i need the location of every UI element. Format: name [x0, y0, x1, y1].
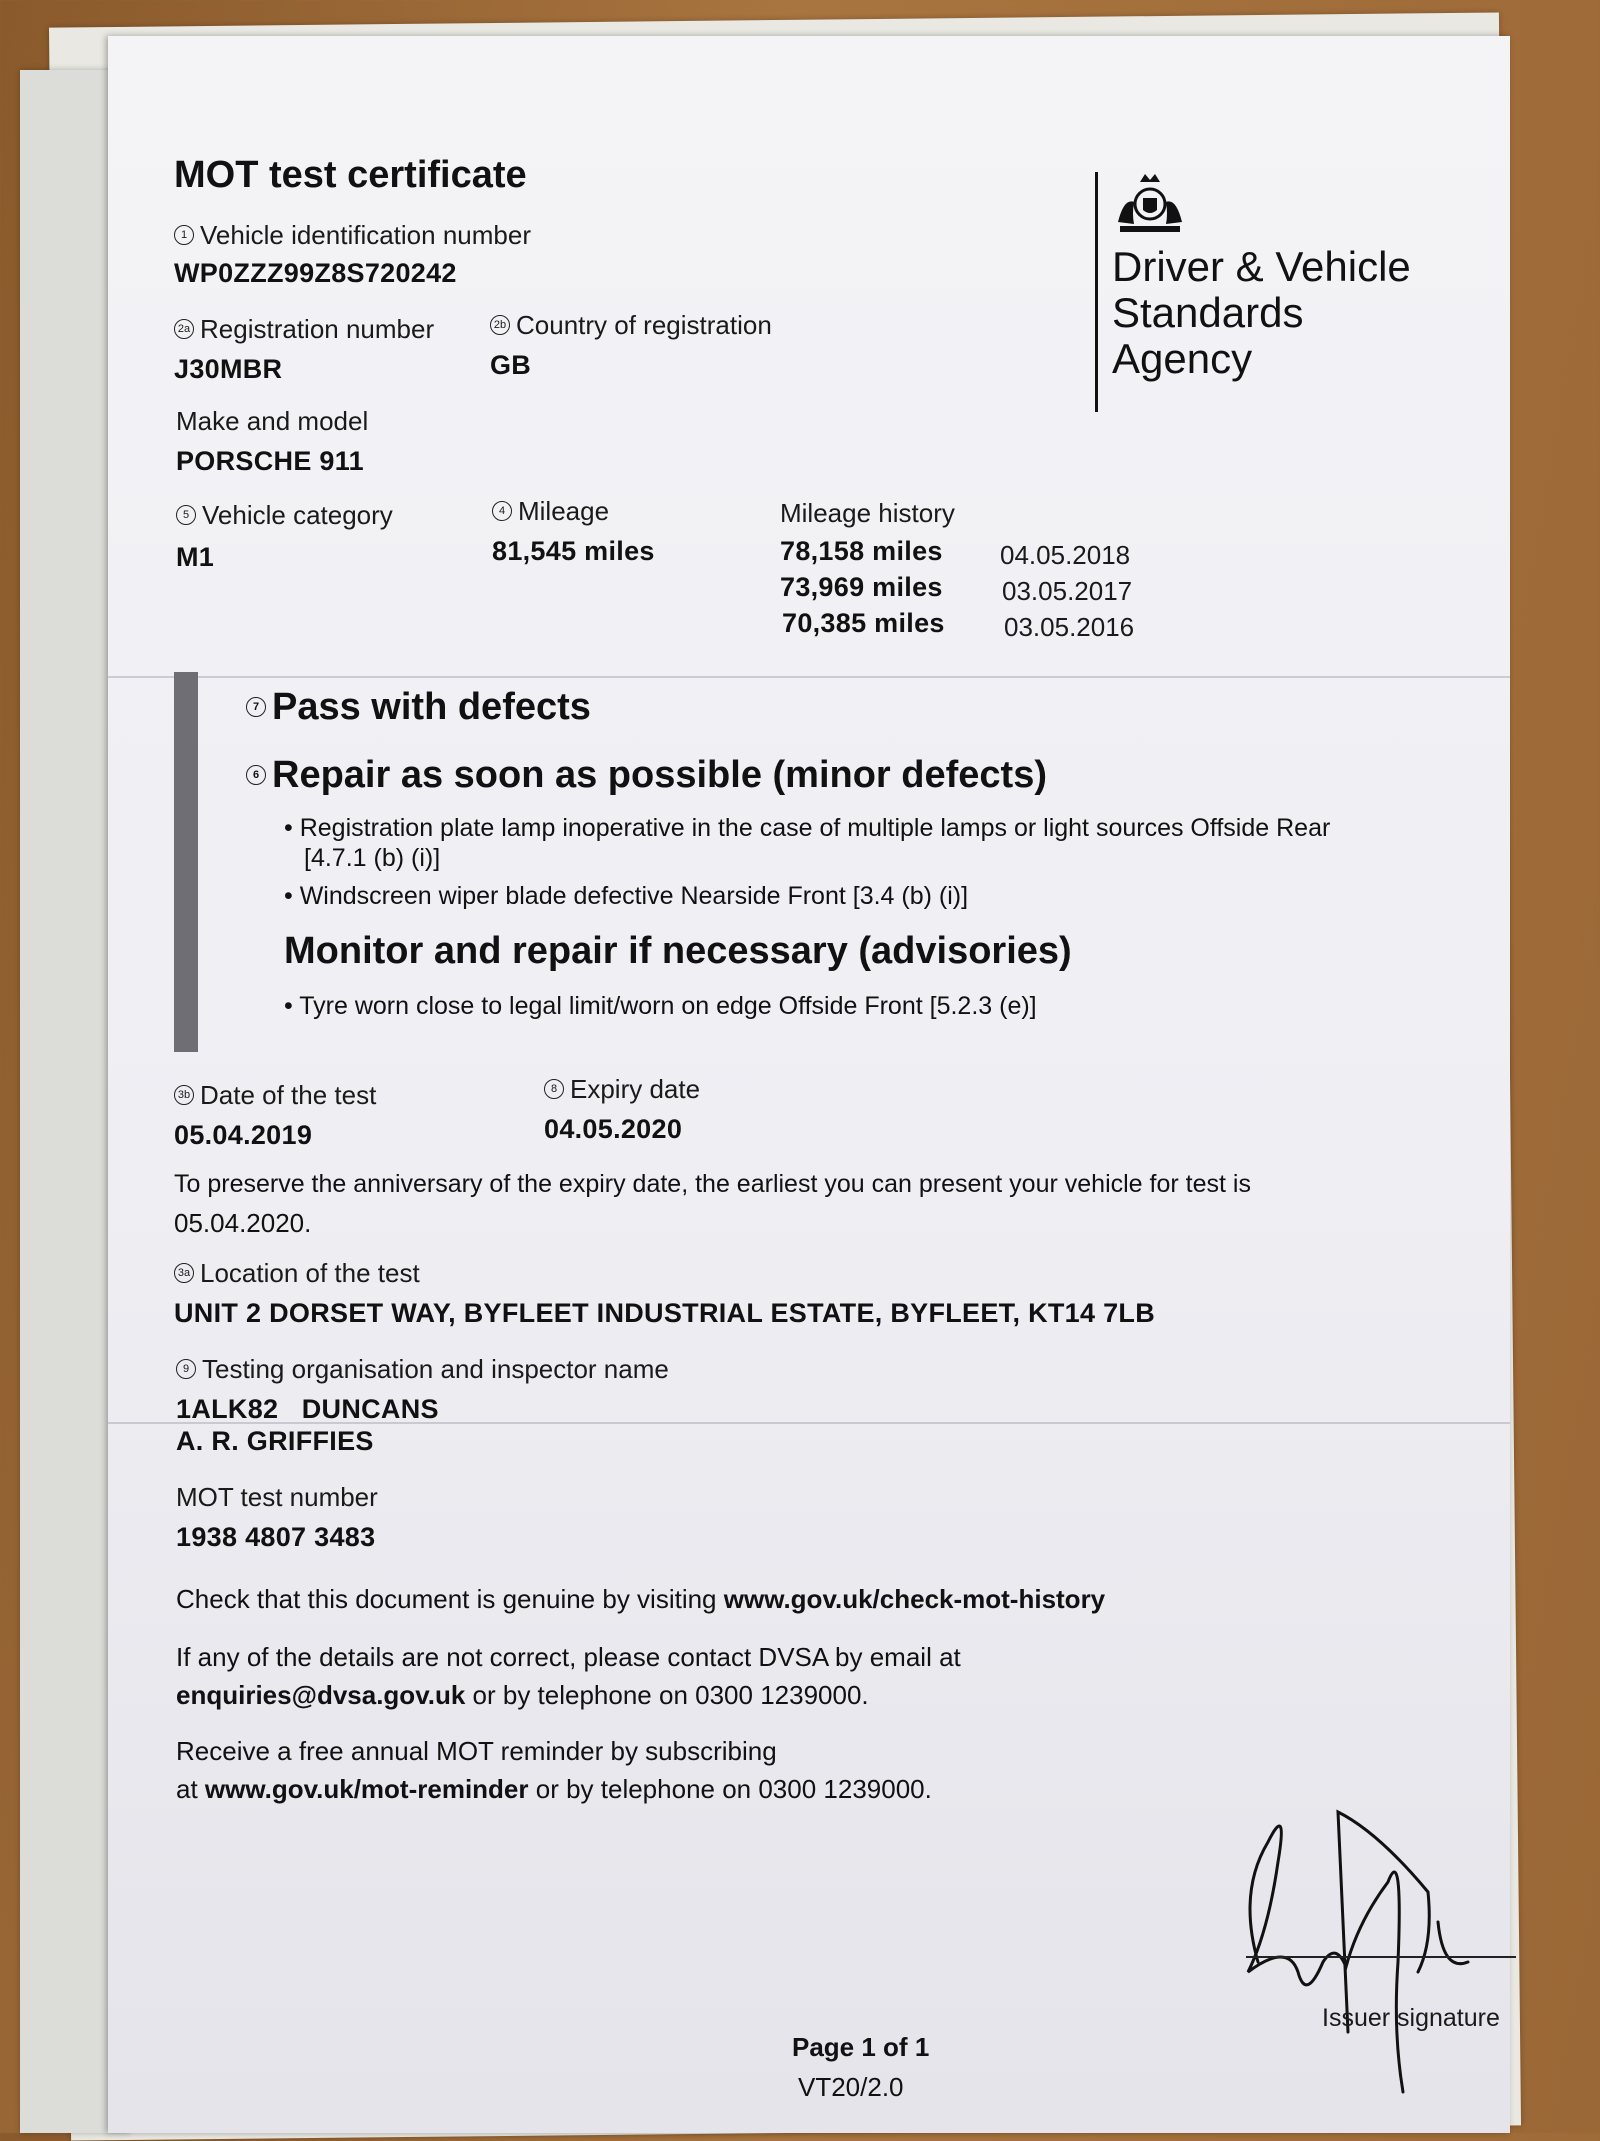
- organisation-label-row: [176, 1354, 669, 1385]
- dvsa-email-link[interactable]: enquiries@dvsa.gov.uk: [176, 1680, 466, 1710]
- advisory-heading: Monitor and repair if necessary (advisories): [284, 930, 1072, 972]
- handwritten-signature: [1228, 1772, 1488, 2102]
- country-value: GB: [490, 350, 532, 380]
- pass-heading-row: [246, 686, 591, 729]
- form-code: VT20/2.0: [798, 2072, 904, 2102]
- field-number-badge: 7: [246, 697, 266, 717]
- advisory-item: • Tyre worn close to legal limit/worn on edge Offside Front [5.2.3 (e)]: [284, 992, 1037, 1020]
- agency-divider: [1095, 172, 1098, 412]
- expiry-label: Expiry date: [570, 1074, 701, 1104]
- test-number-value: 1938 4807 3483: [176, 1522, 376, 1552]
- mot-reminder-link[interactable]: www.gov.uk/mot-reminder: [204, 1774, 529, 1804]
- repair-heading-row: [246, 754, 1047, 797]
- defect-item-continuation: [4.7.1 (b) (i)]: [304, 844, 441, 872]
- reg-label-row: [174, 314, 434, 345]
- location-value: UNIT 2 DORSET WAY, BYFLEET INDUSTRIAL ESTATE, BYFLEET, KT14 7LB: [174, 1298, 1156, 1328]
- mot-certificate-page: [108, 36, 1510, 2133]
- agency-line: Standards: [1112, 289, 1304, 336]
- expiry-label-row: [544, 1074, 700, 1105]
- issuer-signature-label: Issuer signature: [1322, 2004, 1500, 2032]
- field-number-badge: 3b: [174, 1085, 194, 1105]
- agency-name: [1112, 244, 1411, 382]
- mileage-label-row: [492, 496, 609, 527]
- agency-line: Agency: [1112, 335, 1253, 382]
- result-side-bar: [174, 672, 198, 1052]
- reg-value: J30MBR: [174, 354, 283, 384]
- country-label-row: [490, 310, 772, 341]
- mileage-value: 81,545 miles: [492, 536, 655, 566]
- reminder-text: Receive a free annual MOT reminder by subscribing: [176, 1736, 777, 1766]
- make-value: PORSCHE 911: [176, 446, 364, 476]
- field-number-badge: 4: [492, 501, 512, 521]
- genuine-check-text: Check that this document is genuine by visiting www.gov.uk/check-mot-history: [176, 1584, 1106, 1614]
- repair-heading: Repair as soon as possible (minor defects): [272, 754, 1047, 796]
- field-number-badge: 6: [246, 765, 266, 785]
- make-label: Make and model: [176, 406, 369, 436]
- signature-line: [1246, 1956, 1516, 1958]
- history-date: 03.05.2017: [1002, 576, 1133, 606]
- history-date: 04.05.2018: [1000, 540, 1131, 570]
- history-miles: 73,969 miles: [780, 572, 943, 602]
- reg-label: Registration number: [200, 314, 435, 344]
- test-date-label-row: [174, 1080, 376, 1111]
- field-number-badge: 5: [176, 505, 196, 525]
- contact-text-line2: enquiries@dvsa.gov.uk or by telephone on 0300 1239000.: [176, 1680, 869, 1710]
- agency-line: Driver & Vehicle: [1112, 243, 1411, 290]
- category-label-row: [176, 500, 393, 531]
- test-date-label: Date of the test: [200, 1080, 377, 1110]
- anniversary-note: To preserve the anniversary of the expiry date, the earliest you can present your vehicle for test is: [174, 1170, 1251, 1198]
- pass-status: Pass with defects: [272, 686, 591, 728]
- contact-text: If any of the details are not correct, please contact DVSA by email at: [176, 1642, 961, 1672]
- defect-item: • Registration plate lamp inoperative in the case of multiple lamps or light sources Offside Rear: [284, 814, 1331, 842]
- test-date-value: 05.04.2019: [174, 1120, 313, 1150]
- location-label: Location of the test: [200, 1258, 420, 1288]
- reminder-text-line2: at www.gov.uk/mot-reminder or by telephone on 0300 1239000.: [176, 1774, 932, 1804]
- history-miles: 70,385 miles: [782, 608, 945, 638]
- expiry-value: 04.05.2020: [544, 1114, 683, 1144]
- organisation-label: Testing organisation and inspector name: [202, 1354, 669, 1384]
- country-label: Country of registration: [516, 310, 772, 340]
- defect-item: • Windscreen wiper blade defective Nearside Front [3.4 (b) (i)]: [284, 882, 969, 910]
- vin-label: Vehicle identification number: [200, 220, 531, 250]
- page-number: Page 1 of 1: [792, 2032, 930, 2062]
- mileage-history-label: Mileage history: [780, 498, 955, 528]
- anniversary-date: 05.04.2020.: [174, 1208, 312, 1238]
- location-label-row: [174, 1258, 420, 1289]
- royal-crest-icon: [1110, 172, 1190, 238]
- history-date: 03.05.2016: [1004, 612, 1135, 642]
- field-number-badge: 9: [176, 1359, 196, 1379]
- field-number-badge: 3a: [174, 1263, 194, 1283]
- history-miles: 78,158 miles: [780, 536, 943, 566]
- mileage-label: Mileage: [518, 496, 610, 526]
- test-number-label: MOT test number: [176, 1482, 378, 1512]
- field-number-badge: 2b: [490, 315, 510, 335]
- organisation-value: 1ALK82 DUNCANS: [176, 1394, 439, 1424]
- certificate-title: MOT test certificate: [174, 154, 527, 196]
- vin-label-row: [174, 220, 531, 251]
- category-label: Vehicle category: [202, 500, 393, 530]
- vin-value: WP0ZZZ99Z8S720242: [174, 258, 457, 288]
- check-mot-link[interactable]: www.gov.uk/check-mot-history: [723, 1584, 1106, 1614]
- field-number-badge: 8: [544, 1079, 564, 1099]
- category-value: M1: [176, 542, 215, 572]
- field-number-badge: 1: [174, 225, 194, 245]
- inspector-name: A. R. GRIFFIES: [176, 1426, 374, 1456]
- field-number-badge: 2a: [174, 319, 194, 339]
